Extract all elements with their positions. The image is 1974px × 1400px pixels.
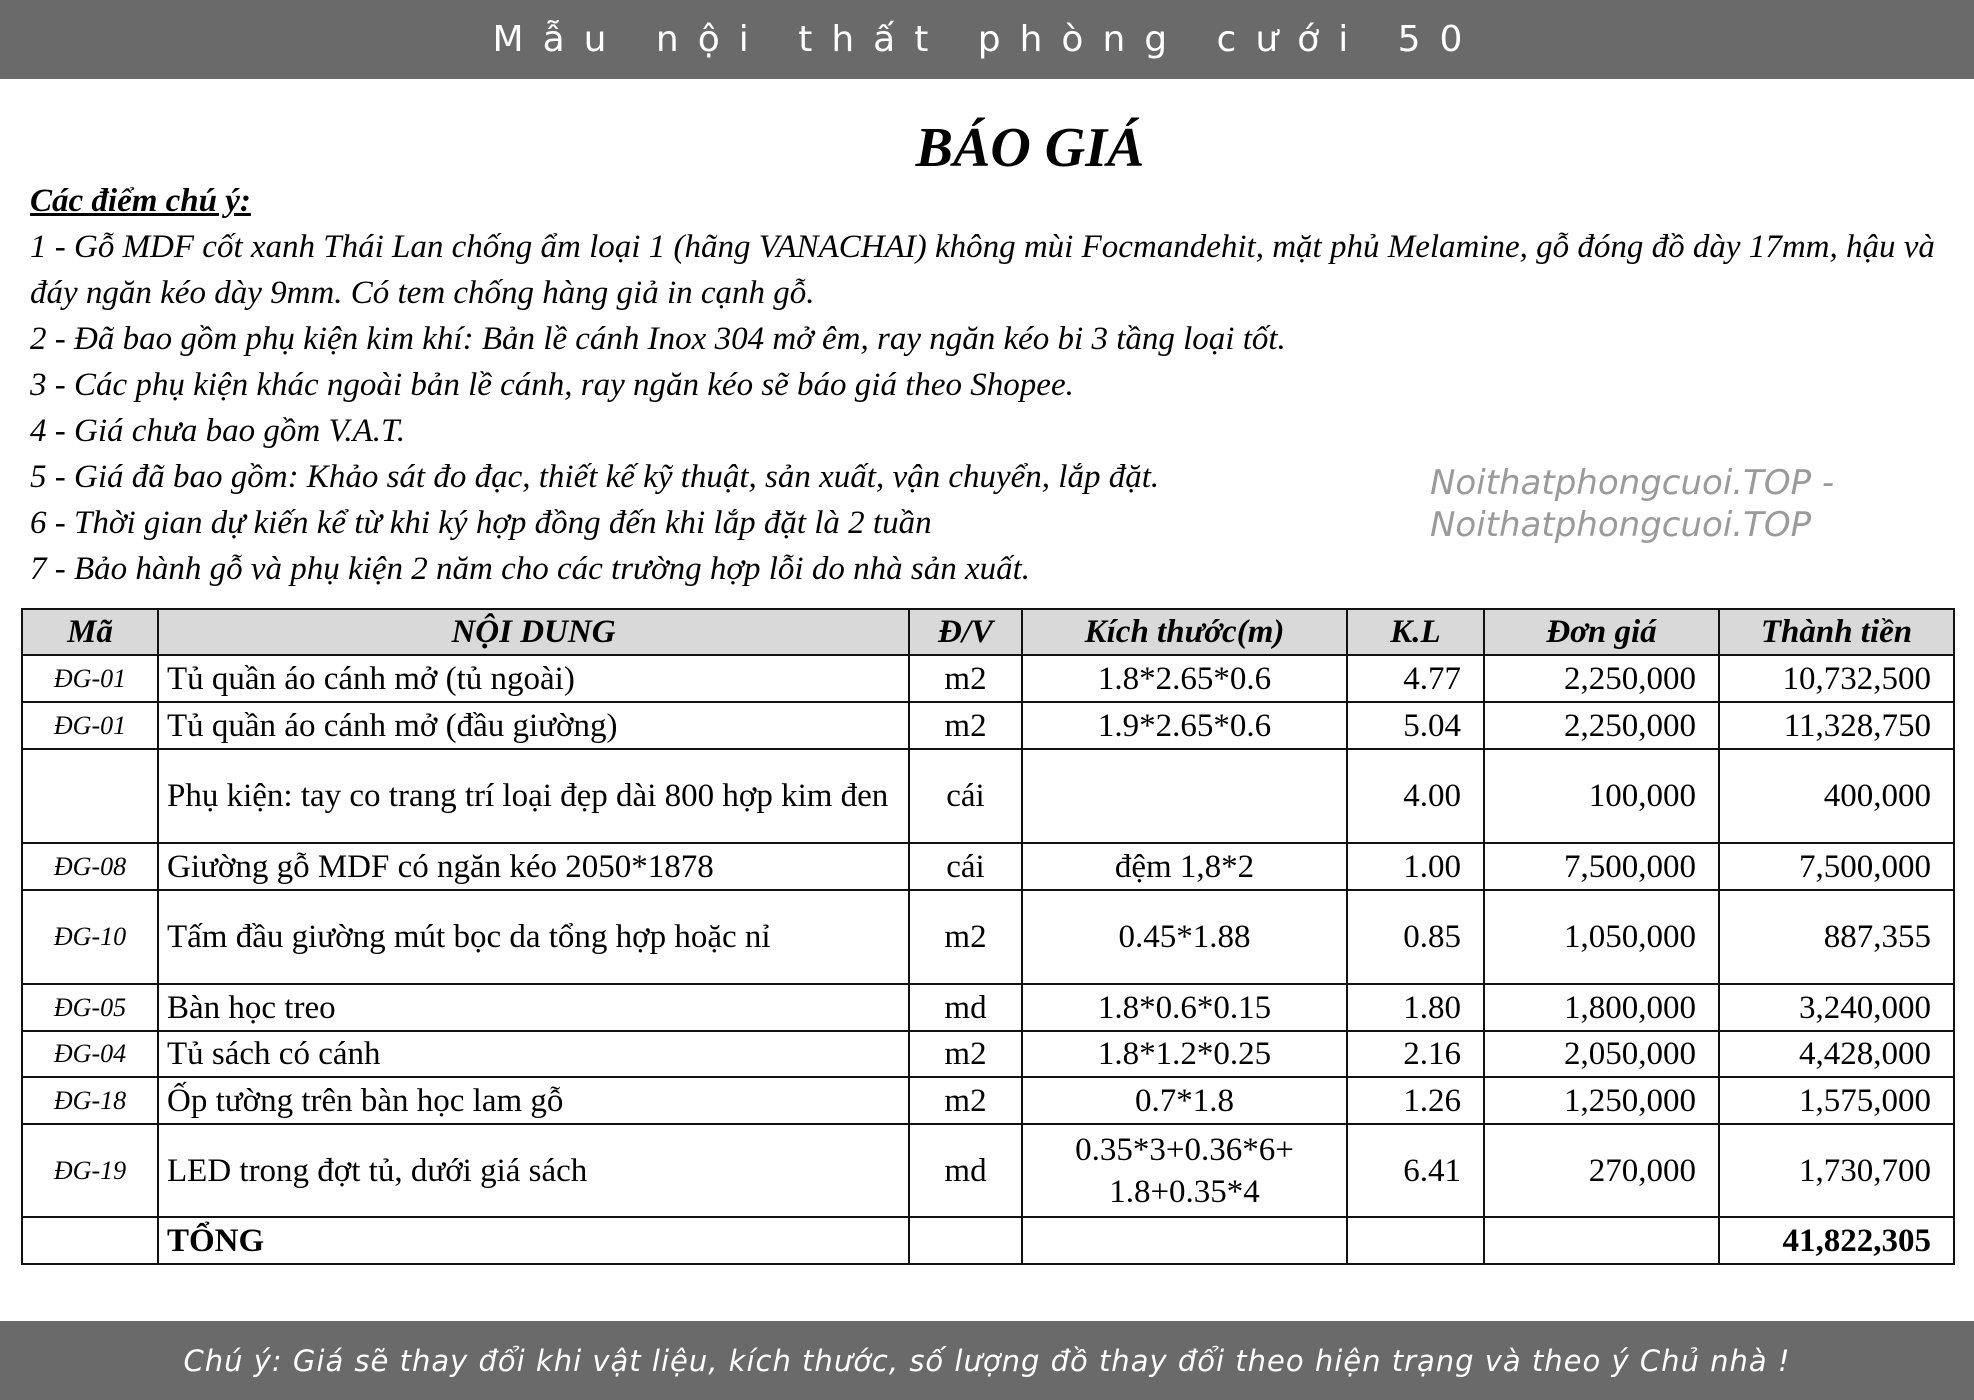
notes-section <box>30 178 1950 592</box>
row-size: 0.35*3+0.36*6+ 1.8+0.35*4 <box>1022 1124 1347 1217</box>
row-size: 1.9*2.65*0.6 <box>1022 702 1347 749</box>
row-size <box>1022 749 1347 843</box>
row-total: 887,355 <box>1719 890 1954 984</box>
row-price: 1,050,000 <box>1484 890 1719 984</box>
col-header-unit: Đ/V <box>909 609 1022 655</box>
note-item: 3 - Các phụ kiện khác ngoài bản lề cánh, ray ngăn kéo sẽ báo giá theo Shopee. <box>30 367 1074 403</box>
table-row <box>22 890 1954 984</box>
row-unit: cái <box>909 749 1022 843</box>
notes-heading: Các điểm chú ý: <box>30 183 251 219</box>
row-total: 7,500,000 <box>1719 843 1954 890</box>
document-title: BÁO GIÁ <box>915 117 1145 179</box>
row-price: 1,800,000 <box>1484 984 1719 1031</box>
row-total: 10,732,500 <box>1719 655 1954 702</box>
grand-total: 41,822,305 <box>1719 1217 1954 1264</box>
table-row <box>22 1031 1954 1077</box>
row-content: Bàn học treo <box>158 984 909 1031</box>
row-code: ĐG-18 <box>22 1077 158 1124</box>
col-header-qty: K.L <box>1347 609 1484 655</box>
empty-cell <box>1022 1217 1347 1264</box>
row-qty: 1.26 <box>1347 1077 1484 1124</box>
row-size: 0.45*1.88 <box>1022 890 1347 984</box>
row-total: 1,730,700 <box>1719 1124 1954 1217</box>
row-total: 11,328,750 <box>1719 702 1954 749</box>
row-total: 4,428,000 <box>1719 1031 1954 1077</box>
row-size: đệm 1,8*2 <box>1022 843 1347 890</box>
table-row <box>22 1124 1954 1217</box>
row-size: 1.8*0.6*0.15 <box>1022 984 1347 1031</box>
row-qty: 6.41 <box>1347 1124 1484 1217</box>
row-price: 1,250,000 <box>1484 1077 1719 1124</box>
footer-bar <box>0 1321 1974 1400</box>
note-item: 6 - Thời gian dự kiến kể từ khi ký hợp đồng đến khi lắp đặt là 2 tuần <box>30 505 932 541</box>
row-code: ĐG-04 <box>22 1031 158 1077</box>
row-price: 270,000 <box>1484 1124 1719 1217</box>
table-row <box>22 1077 1954 1124</box>
row-unit: m2 <box>909 1031 1022 1077</box>
note-item: 7 - Bảo hành gỗ và phụ kiện 2 năm cho các trường hợp lỗi do nhà sản xuất. <box>30 551 1031 587</box>
table-row <box>22 655 1954 702</box>
table-row <box>22 843 1954 890</box>
row-code: ĐG-10 <box>22 890 158 984</box>
row-unit: m2 <box>909 1077 1022 1124</box>
col-header-content: NỘI DUNG <box>158 609 909 655</box>
row-content: Tủ sách có cánh <box>158 1031 909 1077</box>
row-content: LED trong đợt tủ, dưới giá sách <box>158 1124 909 1217</box>
row-code: ĐG-08 <box>22 843 158 890</box>
col-header-price: Đơn giá <box>1484 609 1719 655</box>
row-qty: 4.00 <box>1347 749 1484 843</box>
row-code: ĐG-01 <box>22 702 158 749</box>
row-total: 3,240,000 <box>1719 984 1954 1031</box>
row-price: 2,250,000 <box>1484 702 1719 749</box>
row-qty: 5.04 <box>1347 702 1484 749</box>
footer-note: Chú ý: Giá sẽ thay đổi khi vật liệu, kích thước, số lượng đồ thay đổi theo hiện trạng và theo ý Chủ nhà ! <box>183 1343 1791 1378</box>
note-item: 1 - Gỗ MDF cốt xanh Thái Lan chống ẩm loại 1 (hãng VANACHAI) không mùi Focmandehit, mặt phủ Melamine, gỗ đóng đồ dày 17mm, hậu và đáy ngăn kéo dày 9mm. Có tem chống hàng giả in cạnh gỗ. <box>30 229 1935 311</box>
row-qty: 4.77 <box>1347 655 1484 702</box>
row-unit: m2 <box>909 655 1022 702</box>
row-code: ĐG-19 <box>22 1124 158 1217</box>
col-header-size: Kích thước(m) <box>1022 609 1347 655</box>
row-qty: 1.00 <box>1347 843 1484 890</box>
row-content: Phụ kiện: tay co trang trí loại đẹp dài 800 hợp kim đen <box>158 749 909 843</box>
note-item: 4 - Giá chưa bao gồm V.A.T. <box>30 413 406 449</box>
total-label: TỔNG <box>158 1217 909 1264</box>
table-header-row <box>22 609 1954 655</box>
row-total: 400,000 <box>1719 749 1954 843</box>
table-row <box>22 702 1954 749</box>
row-unit: m2 <box>909 702 1022 749</box>
empty-cell <box>909 1217 1022 1264</box>
row-price: 2,250,000 <box>1484 655 1719 702</box>
row-content: Ốp tường trên bàn học lam gỗ <box>158 1077 909 1124</box>
row-unit: md <box>909 984 1022 1031</box>
row-qty: 0.85 <box>1347 890 1484 984</box>
row-price: 100,000 <box>1484 749 1719 843</box>
row-code: ĐG-01 <box>22 655 158 702</box>
row-content: Tủ quần áo cánh mở (đầu giường) <box>158 702 909 749</box>
header-title: Mẫu nội thất phòng cưới 50 <box>492 19 1482 60</box>
quote-table <box>21 608 1955 1265</box>
row-total: 1,575,000 <box>1719 1077 1954 1124</box>
row-qty: 1.80 <box>1347 984 1484 1031</box>
row-size: 1.8*2.65*0.6 <box>1022 655 1347 702</box>
header-bar <box>0 0 1974 79</box>
row-content: Giường gỗ MDF có ngăn kéo 2050*1878 <box>158 843 909 890</box>
row-code: ĐG-05 <box>22 984 158 1031</box>
row-content: Tủ quần áo cánh mở (tủ ngoài) <box>158 655 909 702</box>
row-size: 0.7*1.8 <box>1022 1077 1347 1124</box>
row-content: Tấm đầu giường mút bọc da tổng hợp hoặc nỉ <box>158 890 909 984</box>
row-code <box>22 749 158 843</box>
col-header-code: Mã <box>22 609 158 655</box>
watermark: Noithatphongcuoi.TOP - Noithatphongcuoi.TOP <box>1430 463 1835 545</box>
note-item: 2 - Đã bao gồm phụ kiện kim khí: Bản lề cánh Inox 304 mở êm, ray ngăn kéo bi 3 tầng loại tốt. <box>30 321 1286 357</box>
row-unit: cái <box>909 843 1022 890</box>
table-row <box>22 749 1954 843</box>
row-unit: md <box>909 1124 1022 1217</box>
table-row <box>22 984 1954 1031</box>
total-row <box>22 1217 1954 1264</box>
note-item: 5 - Giá đã bao gồm: Khảo sát đo đạc, thiết kế kỹ thuật, sản xuất, vận chuyển, lắp đặt. <box>30 459 1160 495</box>
row-unit: m2 <box>909 890 1022 984</box>
empty-cell <box>1484 1217 1719 1264</box>
row-qty: 2.16 <box>1347 1031 1484 1077</box>
col-header-total: Thành tiền <box>1719 609 1954 655</box>
empty-cell <box>22 1217 158 1264</box>
empty-cell <box>1347 1217 1484 1264</box>
row-price: 7,500,000 <box>1484 843 1719 890</box>
row-size: 1.8*1.2*0.25 <box>1022 1031 1347 1077</box>
row-price: 2,050,000 <box>1484 1031 1719 1077</box>
